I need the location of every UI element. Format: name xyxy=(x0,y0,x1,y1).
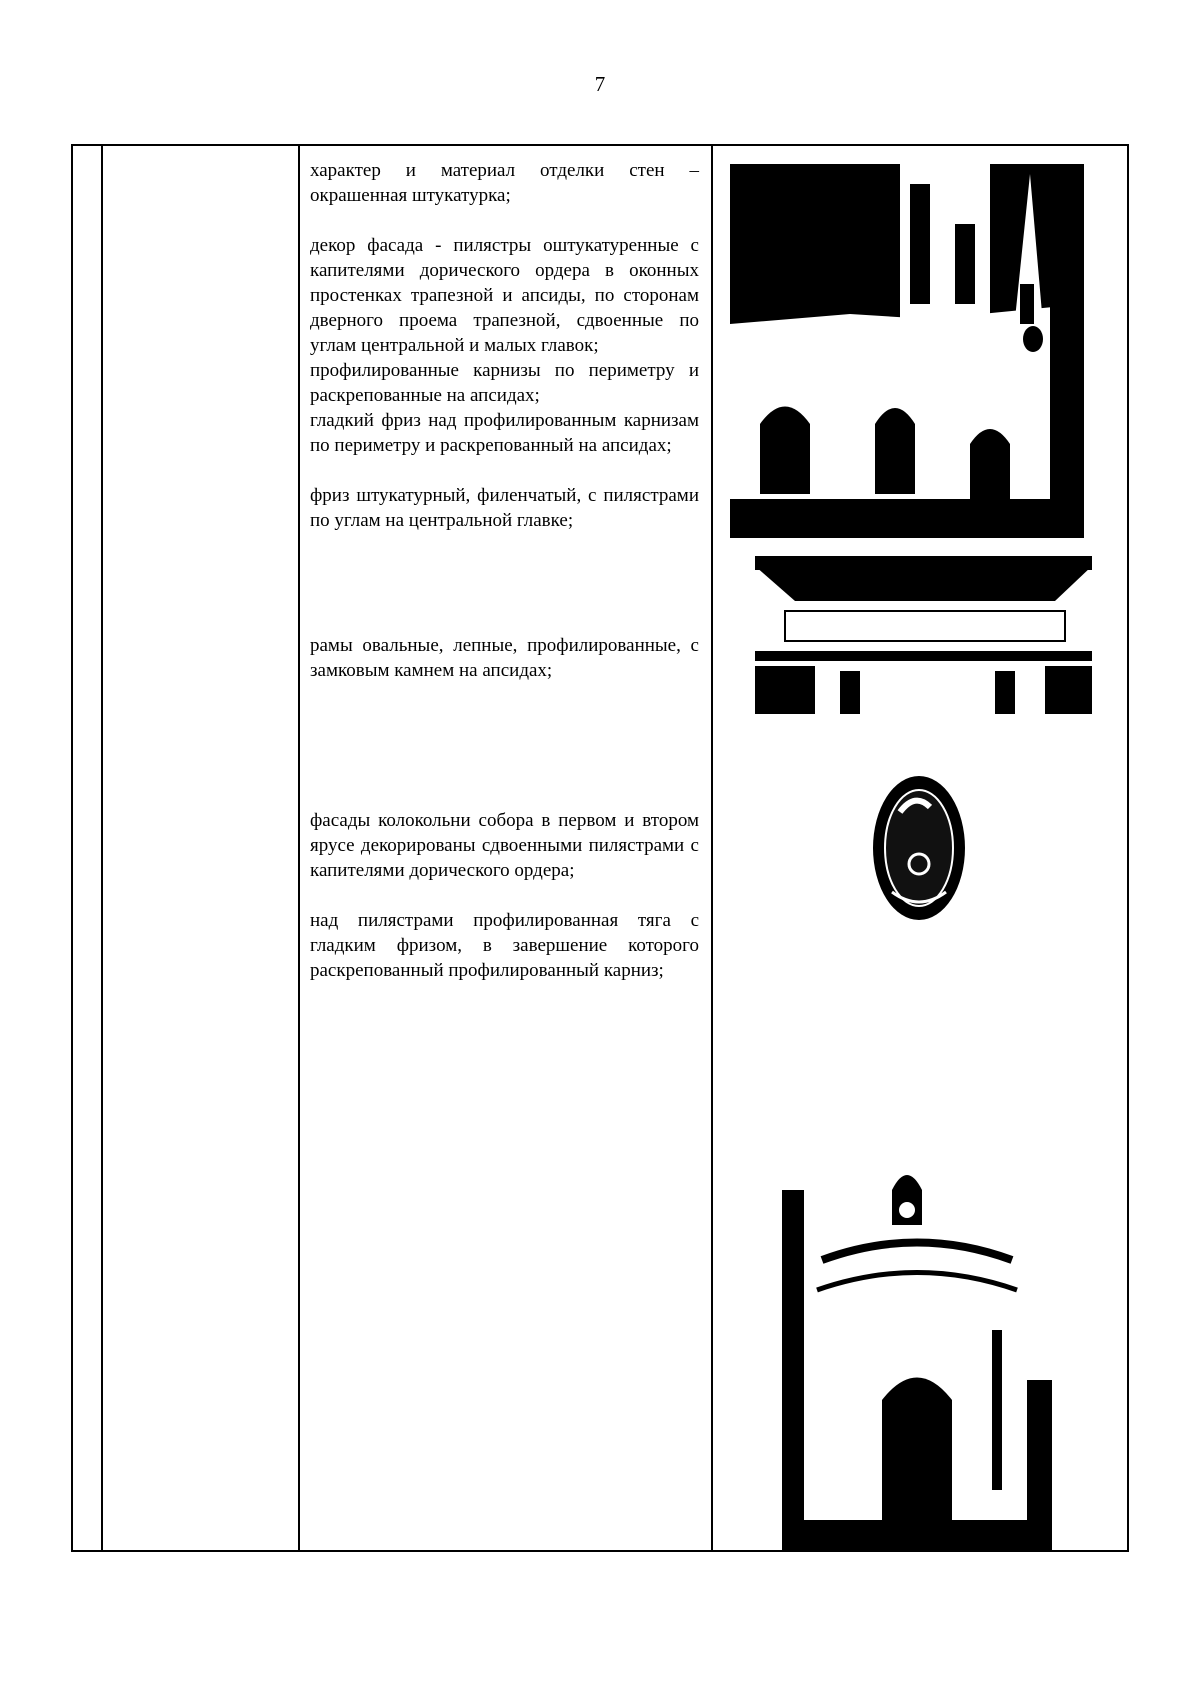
page-number: 7 xyxy=(594,72,606,96)
paragraph-facade-decor: декор фасада - пилястры оштукатуренные с капителями дорического ордера в оконных простенках трапезной и апсиды, по сторонам дверного проема трапезной, сдвоенные по углам центральной и малых главок; xyxy=(310,235,699,356)
cathedral-facade-photo xyxy=(730,164,1084,538)
oval-frame-photo xyxy=(870,772,968,924)
column-divider-1 xyxy=(101,146,103,1550)
central-dome-frieze-photo xyxy=(755,556,1092,714)
bell-tower-photo xyxy=(782,1130,1052,1552)
paragraph-oval-frames: рамы овальные, лепные, профилированные, с замковым камнем на апсидах; xyxy=(310,635,699,681)
paragraph-plaster-frieze: фриз штукатурный, филенчатый, с пилястрами по углам на центральной главке; xyxy=(310,485,699,531)
paragraph-cornices: профилированные карнизы по периметру и раскрепованные на апсидах; xyxy=(310,360,699,406)
column-divider-2 xyxy=(298,146,300,1550)
paragraph-bell-tower-facades: фасады колокольни собора в первом и втором ярусе декорированы сдвоенными пилястрами с капителями дорического ордера; xyxy=(310,810,699,881)
description-cell xyxy=(310,158,699,983)
paragraph-smooth-frieze: гладкий фриз над профилированным карнизам по периметру и раскрепованный на апсидах; xyxy=(310,410,699,456)
paragraph-bell-tower-cornice: над пилястрами профилированная тяга с гладким фризом, в завершение которого раскрепованный профилированный карниз; xyxy=(310,910,699,981)
column-divider-3 xyxy=(711,146,713,1550)
paragraph-wall-finish: характер и материал отделки стен – окрашенная штукатурка; xyxy=(310,160,699,206)
